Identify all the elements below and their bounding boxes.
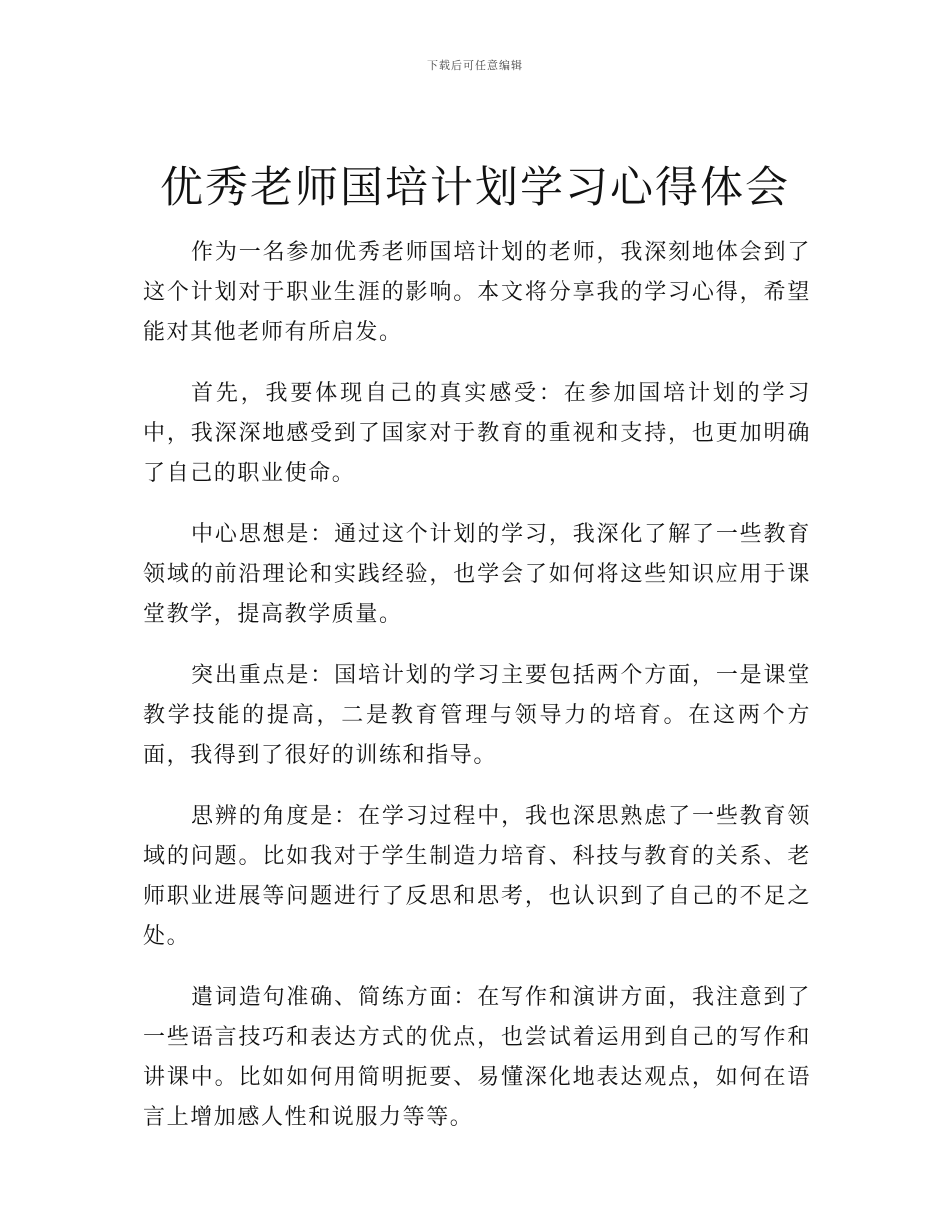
- document-body: [143, 233, 811, 1159]
- paragraph-main-idea: 中心思想是：通过这个计划的学习，我深化了解了一些教育领域的前沿理论和实践经验，也学会了如何将这些知识应用于课堂教学，提高教学质量。: [143, 522, 811, 627]
- document-title: 优秀老师国培计划学习心得体会: [160, 163, 790, 213]
- paragraph-intro: 作为一名参加优秀老师国培计划的老师，我深刻地体会到了这个计划对于职业生涯的影响。本文将分享我的学习心得，希望能对其他老师有所启发。: [143, 240, 811, 345]
- paragraph-feelings: 首先，我要体现自己的真实感受：在参加国培计划的学习中，我深深地感受到了国家对于教育的重视和支持，也更加明确了自己的职业使命。: [143, 381, 811, 486]
- paragraph-key-points: 突出重点是：国培计划的学习主要包括两个方面，一是课堂教学技能的提高，二是教育管理与领导力的培育。在这两个方面，我得到了很好的训练和指导。: [143, 663, 811, 768]
- paragraph-wording: 遣词造句准确、简练方面：在写作和演讲方面，我注意到了一些语言技巧和表达方式的优点，也尝试着运用到自己的写作和讲课中。比如如何用简明扼要、易懂深化地表达观点，如何在语言上增加感人性和说服力等等。: [143, 985, 811, 1130]
- page-header-note: 下载后可任意编辑: [427, 59, 523, 72]
- paragraph-reflection: 思辨的角度是：在学习过程中，我也深思熟虑了一些教育领域的问题。比如我对于学生制造力培育、科技与教育的关系、老师职业进展等问题进行了反思和思考，也认识到了自己的不足之处。: [143, 804, 811, 949]
